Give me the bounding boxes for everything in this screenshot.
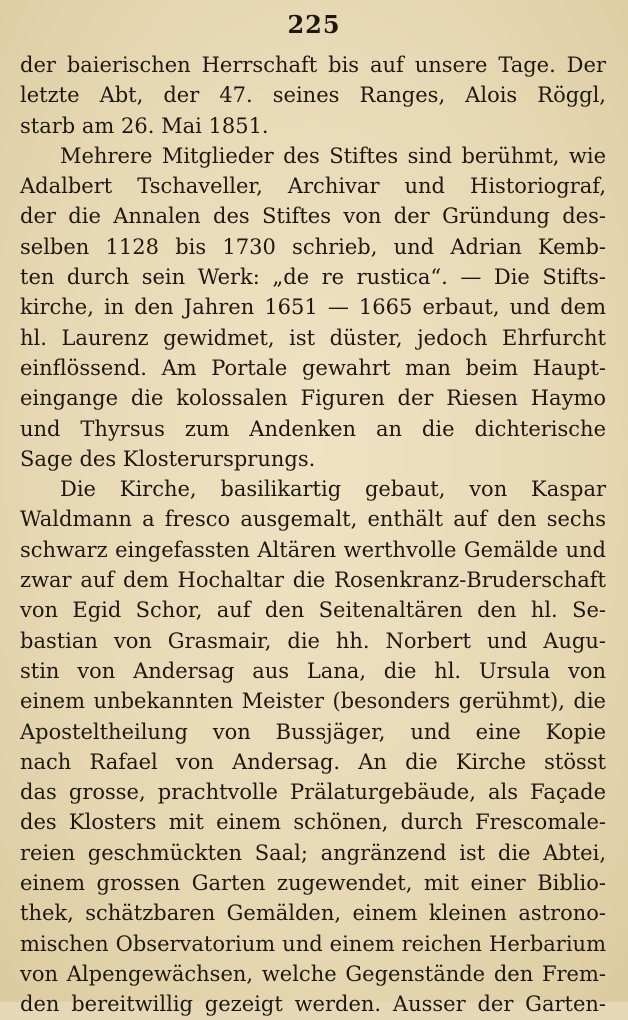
text-line: mischen Observatorium und einem reichen Herbarium [20,931,606,956]
text-line: den bereitwillig gezeigt werden. Ausser der Garten- [20,992,606,1017]
text-line: einflössend. Am Portale gewahrt man beim Haupt- [20,355,606,380]
text-line: Waldmann a fresco ausgemalt, enthält auf den sechs [20,507,606,532]
text-line: das grosse, prachtvolle Prälaturgebäude, als Façade [20,780,606,805]
text-line: Adalbert Tschaveller, Archivar und Historiograf, [20,174,606,199]
text-line: von Egid Schor, auf den Seitenaltären den hl. Se- [20,598,606,623]
text-line: starb am 26. Mai 1851. [20,113,269,138]
text-line: hl. Laurenz gewidmet, ist düster, jedoch Ehrfurcht [20,325,606,350]
text-line: nach Rafael von Andersag. An die Kirche stösst [20,749,606,774]
text-line: zwar auf dem Hochaltar die Rosenkranz-Bruderschaft [20,568,606,593]
text-line: einem grossen Garten zugewendet, mit einer Biblio- [20,871,606,896]
text-line: Aposteltheilung von Bussjäger, und eine Kopie [20,719,606,744]
text-line: des Klosters mit einem schönen, durch Frescomale- [20,810,606,835]
text-line: selben 1128 bis 1730 schrieb, und Adrian Kemb- [20,234,606,259]
text-line: stin von Andersag aus Lana, die hl. Ursula von [20,658,606,683]
text-line: bastian von Grasmair, die hh. Norbert und Augu- [20,628,606,653]
text-line: kirche, in den Jahren 1651 — 1665 erbaut, und dem [20,295,606,320]
text-line: eingange die kolossalen Figuren der Riesen Haymo [20,386,606,411]
text-line: thek, schätzbaren Gemälden, einem kleinen astrono- [20,901,606,926]
text-line: Sage des Klosterursprungs. [20,446,316,471]
text-line: reien geschmückten Saal; angränzend ist die Abtei, [20,840,606,865]
page-number: 225 [287,10,341,39]
text-line: der die Annalen des Stiftes von der Gründung des- [20,204,606,229]
text-line: und Thyrsus zum Andenken an die dichterische [20,416,606,441]
text-line: Mehrere Mitglieder des Stiftes sind berühmt, wie [60,143,606,168]
text-line: letzte Abt, der 47. seines Ranges, Alois Röggl, [20,83,606,108]
text-line: schwarz eingefassten Altären werthvolle Gemälde und [20,537,606,562]
text-line: von Alpengewächsen, welche Gegenstände den Frem- [20,961,606,986]
text-line: einem unbekannten Meister (besonders gerühmt), die [20,689,606,714]
body-text [20,50,606,1020]
text-line: ten durch sein Werk: „de re rustica“. — Die Stifts- [20,265,606,290]
text-line: Die Kirche, basilikartig gebaut, von Kaspar [60,477,606,502]
text-line: der baierischen Herrschaft bis auf unsere Tage. Der [20,53,606,77]
